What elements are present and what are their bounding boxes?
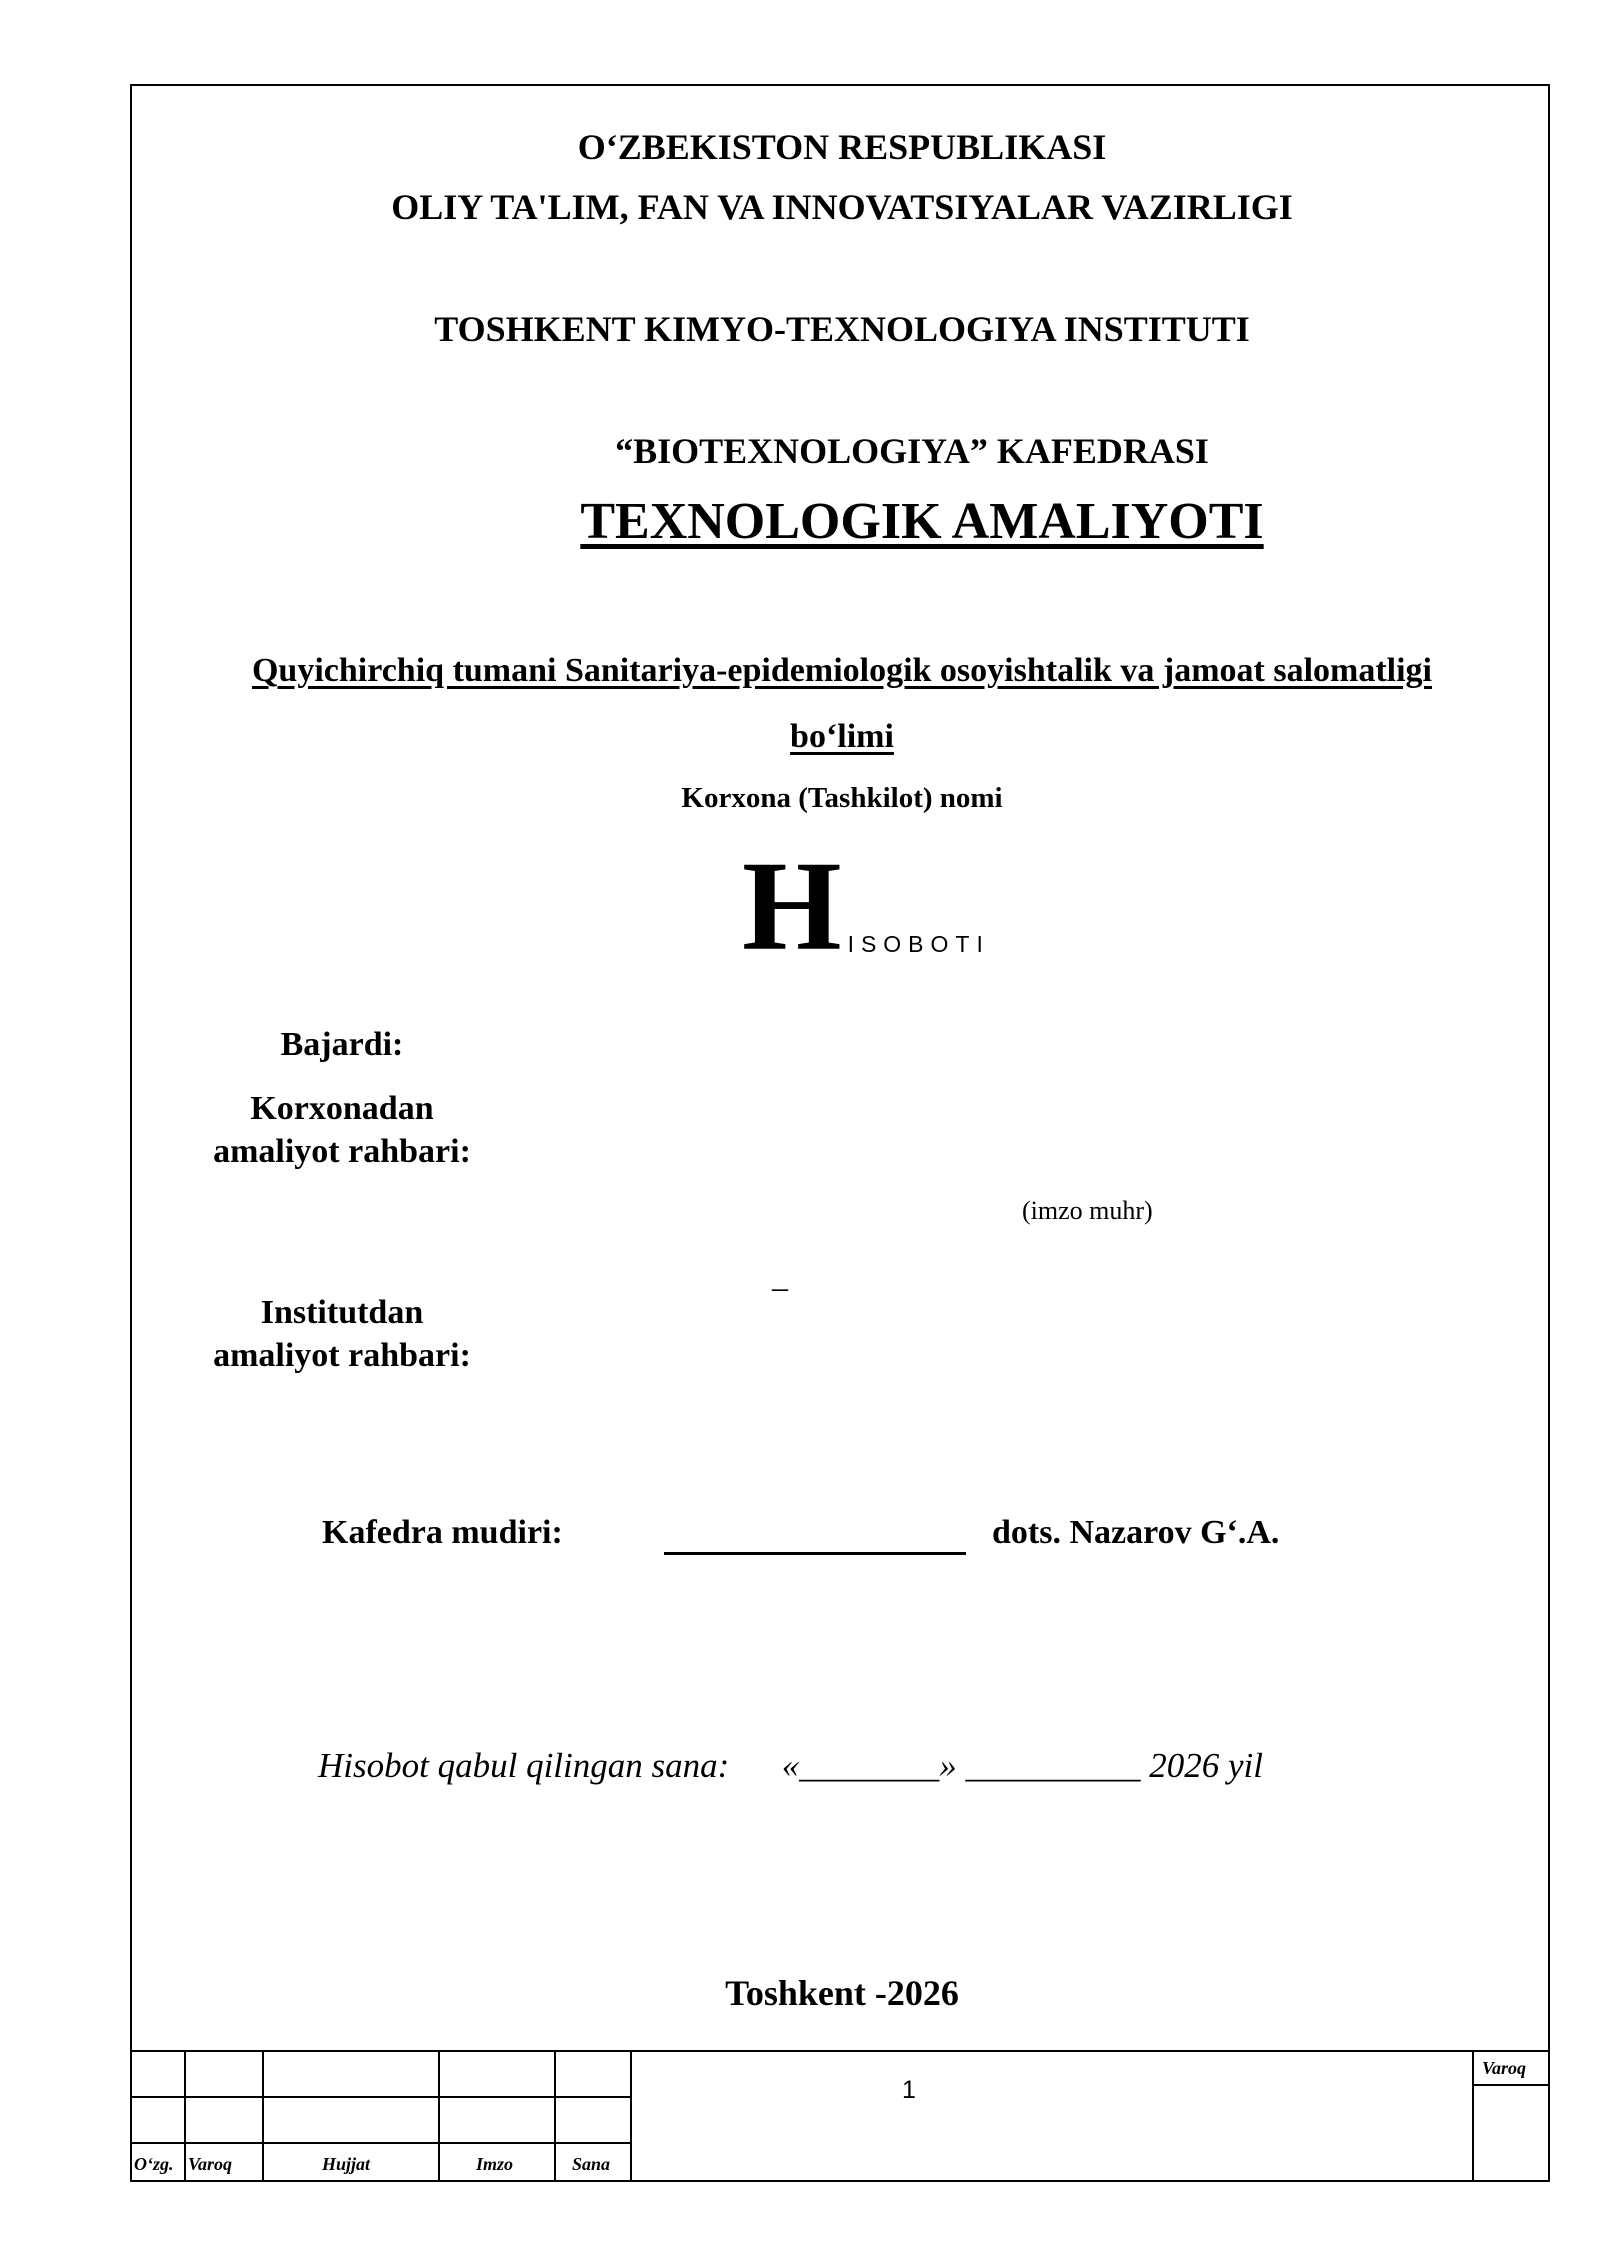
company-supervisor-line2: amaliyot rahbari: xyxy=(213,1132,471,1170)
page-number: 1 xyxy=(902,2076,916,2104)
stamp-row-line-1 xyxy=(132,2096,632,2098)
city-year: Toshkent -2026 xyxy=(725,1973,959,2013)
stamp-col-change: O‘zg. xyxy=(134,2154,174,2174)
head-of-department-name: dots. Nazarov G‘.A. xyxy=(992,1514,1280,1551)
department-heading: “BIOTEXNOLOGIYA” KAFEDRASI xyxy=(615,431,1209,471)
stamp-col-line-2 xyxy=(262,2050,264,2182)
report-rest: ISOBOTI xyxy=(847,931,990,957)
institute-heading: TOSHKENT KIMYO-TEXNOLOGIYA INSTITUTI xyxy=(434,309,1250,349)
report-initial: H xyxy=(742,835,842,977)
page-frame xyxy=(130,84,1550,2182)
title-block-stamp xyxy=(132,2050,1548,2182)
stamp-col-line-6 xyxy=(1472,2050,1474,2182)
signature-seal-caption: (imzo muhr) xyxy=(1022,1196,1153,1225)
report-heading xyxy=(742,835,990,977)
institute-supervisor-line2: amaliyot rahbari: xyxy=(213,1336,471,1374)
stamp-col-line-1 xyxy=(184,2050,186,2182)
institute-supervisor-line1: Institutdan xyxy=(260,1294,424,1331)
ministry-heading: OLIY TA'LIM, FAN VA INNOVATSIYALAR VAZIRLIGI xyxy=(391,187,1293,227)
stamp-col-date: Sana xyxy=(572,2154,611,2174)
signature-dash: _ xyxy=(772,1258,788,1294)
stamp-top-line xyxy=(132,2050,1548,2052)
stamp-sheet-label: Varoq xyxy=(1482,2058,1527,2078)
stamp-col-line-3 xyxy=(438,2050,440,2182)
stamp-col-line-5 xyxy=(630,2050,632,2182)
stamp-col-line-4 xyxy=(554,2050,556,2182)
performed-by-label: Bajardi: xyxy=(280,1026,404,1063)
head-of-department-label: Kafedra mudiri: xyxy=(322,1514,563,1551)
republic-heading: O‘ZBEKISTON RESPUBLIKASI xyxy=(577,127,1107,167)
stamp-row-line-2 xyxy=(132,2142,632,2144)
organization-name-line2: bo‘limi xyxy=(790,718,894,755)
acceptance-date-line: Hisobot qabul qilingan sana: «________» __________ 2026 yil xyxy=(318,1746,1263,1785)
stamp-col-sheet: Varoq xyxy=(188,2154,233,2174)
document-title: TEXNOLOGIK AMALIYOTI xyxy=(580,493,1264,550)
stamp-col-signature: Imzo xyxy=(476,2154,514,2174)
organization-name-line1: Quyichirchiq tumani Sanitariya-epidemiologik osoyishtalik va jamoat salomatligi xyxy=(251,652,1433,689)
stamp-sheet-line xyxy=(1472,2084,1548,2086)
company-supervisor-label xyxy=(172,1088,512,1173)
institute-supervisor-label xyxy=(172,1292,512,1377)
stamp-col-document: Hujjat xyxy=(322,2154,371,2174)
organization-caption: Korxona (Tashkilot) nomi xyxy=(681,782,1003,814)
head-signature-line xyxy=(664,1552,966,1555)
company-supervisor-line1: Korxonadan xyxy=(250,1090,434,1127)
